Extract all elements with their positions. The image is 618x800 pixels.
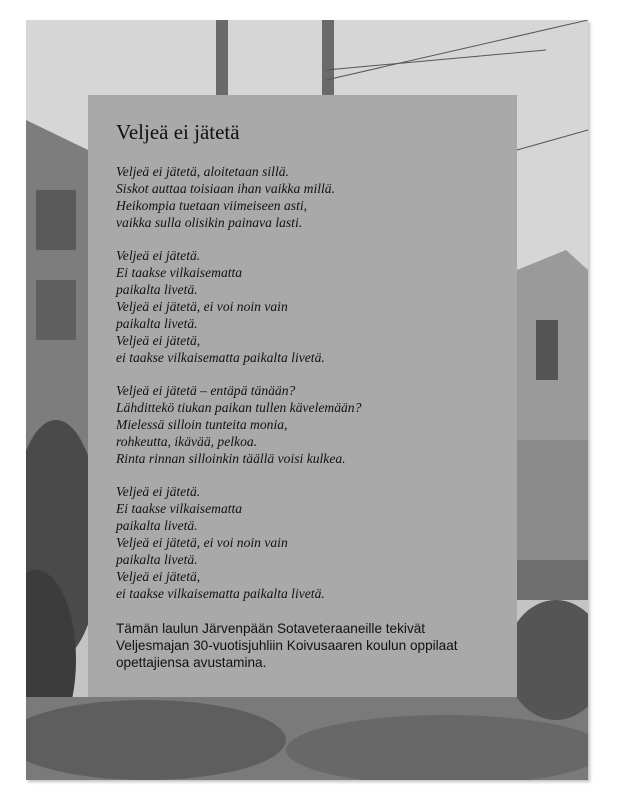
booklet-cover — [26, 20, 588, 780]
stanza-1 — [116, 163, 497, 231]
lyrics-panel — [88, 95, 517, 697]
lyric-line: Mielessä silloin tunteita monia, — [116, 417, 288, 432]
credit-note: Tämän laulun Järvenpään Sotaveteraaneille tekivät Veljesmajan 30-vuotisjuhliin Koivusaaren koulun oppilaat opettajiensa avustamina. — [116, 621, 458, 670]
lyric-line: Veljeä ei jätetä, ei voi noin vain — [116, 299, 288, 314]
stanza-4 — [116, 483, 497, 602]
lyric-line: paikalta livetä. — [116, 518, 198, 533]
lyric-line: Veljeä ei jätetä. — [116, 484, 201, 499]
lyric-line: Siskot auttaa toisiaan ihan vaikka millä. — [116, 181, 335, 196]
lyric-line: Ei taakse vilkaisematta — [116, 501, 243, 516]
lyric-line: vaikka sulla olisikin painava lasti. — [116, 215, 303, 230]
lyric-line: Heikompia tuetaan viimeiseen asti, — [116, 198, 308, 213]
lyric-line: ei taakse vilkaisematta paikalta livetä. — [116, 350, 325, 365]
lyric-line: paikalta livetä. — [116, 316, 198, 331]
lyric-line: Veljeä ei jätetä. — [116, 248, 201, 263]
lyric-line: rohkeutta, ikävää, pelkoa. — [116, 434, 258, 449]
lyric-line: Veljeä ei jätetä, aloitetaan sillä. — [116, 164, 289, 179]
lyric-line: paikalta livetä. — [116, 282, 198, 297]
lyric-line: Ei taakse vilkaisematta — [116, 265, 243, 280]
lyric-line: Lähdittekö tiukan paikan tullen kävelemään? — [116, 400, 362, 415]
lyric-line: Rinta rinnan silloinkin täällä voisi kulkea. — [116, 451, 346, 466]
lyric-line: paikalta livetä. — [116, 552, 198, 567]
lyric-line: Veljeä ei jätetä, — [116, 333, 201, 348]
lyric-line: Veljeä ei jätetä – entäpä tänään? — [116, 383, 296, 398]
lyric-line: Veljeä ei jätetä, — [116, 569, 201, 584]
song-title: Veljeä ei jätetä — [116, 120, 240, 144]
lyric-line: ei taakse vilkaisematta paikalta livetä. — [116, 586, 325, 601]
stanza-3 — [116, 382, 497, 467]
lyric-line: Veljeä ei jätetä, ei voi noin vain — [116, 535, 288, 550]
stanza-2 — [116, 247, 497, 366]
